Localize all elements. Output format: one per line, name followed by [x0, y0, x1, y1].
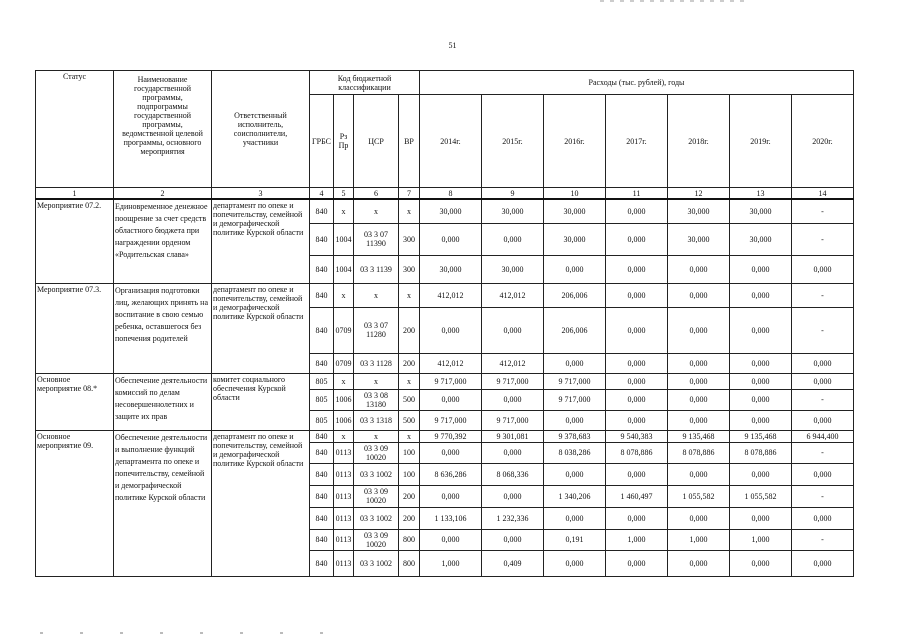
grbs-cell: 840: [310, 485, 334, 507]
amount-cell: 0,000: [668, 507, 730, 529]
amount-cell: 0,000: [792, 255, 854, 283]
grbs-cell: 840: [310, 442, 334, 463]
amount-cell: 1 232,336: [482, 507, 544, 529]
scan-artifact: [40, 632, 340, 634]
responsible-cell: комитет социального обеспечения Курской области: [212, 373, 310, 430]
header-status: Статус: [36, 71, 114, 188]
amount-cell: 8 038,286: [544, 442, 606, 463]
header-grbs: ГРБС: [310, 95, 334, 188]
column-number: 9: [482, 188, 544, 200]
responsible-cell: департамент по опеке и попечительству, семейной и демографической политике Курской области: [212, 430, 310, 576]
amount-cell: 412,012: [482, 283, 544, 307]
amount-cell: -: [792, 307, 854, 353]
column-number: 6: [354, 188, 399, 200]
header-csr: ЦСР: [354, 95, 399, 188]
status-cell: Мероприятие 07.2.: [36, 199, 114, 283]
amount-cell: 0,000: [482, 442, 544, 463]
column-number: 3: [212, 188, 310, 200]
rzpr-cell: x: [334, 283, 354, 307]
amount-cell: 0,000: [420, 485, 482, 507]
amount-cell: 30,000: [730, 223, 792, 255]
amount-cell: 8 078,886: [606, 442, 668, 463]
amount-cell: 0,000: [544, 507, 606, 529]
column-number: 8: [420, 188, 482, 200]
rzpr-cell: x: [334, 430, 354, 442]
amount-cell: 0,000: [420, 442, 482, 463]
amount-cell: 9 540,383: [606, 430, 668, 442]
amount-cell: 0,000: [792, 373, 854, 389]
amount-cell: -: [792, 485, 854, 507]
vr-cell: x: [399, 199, 420, 223]
name-cell: Обеспечение деятельности и выполнение функций департамента по опеке и попечительству, семейной и демографической политике Курской области: [114, 430, 212, 576]
table-row: [36, 430, 854, 442]
grbs-cell: 840: [310, 199, 334, 223]
column-number: 13: [730, 188, 792, 200]
vr-cell: 500: [399, 389, 420, 410]
vr-cell: 200: [399, 307, 420, 353]
amount-cell: 0,000: [668, 550, 730, 576]
vr-cell: 800: [399, 550, 420, 576]
amount-cell: -: [792, 442, 854, 463]
amount-cell: 0,000: [420, 223, 482, 255]
rzpr-cell: 0113: [334, 550, 354, 576]
amount-cell: 9 770,392: [420, 430, 482, 442]
amount-cell: 30,000: [420, 199, 482, 223]
amount-cell: 0,000: [668, 353, 730, 373]
amount-cell: 30,000: [544, 199, 606, 223]
amount-cell: 0,000: [482, 529, 544, 550]
csr-cell: 03 3 1128: [354, 353, 399, 373]
amount-cell: 0,000: [606, 283, 668, 307]
amount-cell: 9 717,000: [544, 373, 606, 389]
amount-cell: 0,000: [606, 223, 668, 255]
amount-cell: 1,000: [420, 550, 482, 576]
amount-cell: 0,000: [482, 389, 544, 410]
csr-cell: x: [354, 373, 399, 389]
amount-cell: 1 055,582: [668, 485, 730, 507]
rzpr-cell: x: [334, 373, 354, 389]
rzpr-cell: 0113: [334, 507, 354, 529]
name-cell: Единовременное денежное поощрение за счет средств областного бюджета при награждении орденом «Родительская слава»: [114, 199, 212, 283]
header-year: 2020г.: [792, 95, 854, 188]
amount-cell: 0,000: [482, 307, 544, 353]
grbs-cell: 840: [310, 223, 334, 255]
amount-cell: 9 717,000: [420, 373, 482, 389]
amount-cell: 30,000: [482, 199, 544, 223]
amount-cell: 0,000: [792, 410, 854, 430]
amount-cell: 412,012: [420, 353, 482, 373]
amount-cell: -: [792, 389, 854, 410]
page-number: 51: [448, 41, 457, 50]
csr-cell: x: [354, 430, 399, 442]
csr-cell: x: [354, 283, 399, 307]
amount-cell: 9 135,468: [730, 430, 792, 442]
amount-cell: 0,000: [606, 255, 668, 283]
amount-cell: 0,000: [482, 223, 544, 255]
amount-cell: 8 636,286: [420, 463, 482, 485]
grbs-cell: 840: [310, 550, 334, 576]
csr-cell: 03 3 1002: [354, 463, 399, 485]
csr-cell: 03 3 07 11390: [354, 223, 399, 255]
amount-cell: 0,000: [606, 463, 668, 485]
amount-cell: 0,409: [482, 550, 544, 576]
csr-cell: 03 3 09 10020: [354, 442, 399, 463]
amount-cell: 0,000: [730, 389, 792, 410]
amount-cell: 0,000: [730, 255, 792, 283]
table-row: [36, 373, 854, 389]
header-year: 2015г.: [482, 95, 544, 188]
budget-table: [35, 70, 854, 577]
amount-cell: 0,000: [606, 410, 668, 430]
rzpr-cell: 1006: [334, 389, 354, 410]
amount-cell: -: [792, 529, 854, 550]
amount-cell: 0,000: [544, 463, 606, 485]
vr-cell: 200: [399, 353, 420, 373]
vr-cell: x: [399, 430, 420, 442]
amount-cell: 9 717,000: [482, 373, 544, 389]
name-cell: Обеспечение деятельности комиссий по делам несовершеннолетних и защите их прав: [114, 373, 212, 430]
amount-cell: 30,000: [668, 223, 730, 255]
amount-cell: 0,000: [544, 353, 606, 373]
vr-cell: 200: [399, 485, 420, 507]
csr-cell: 03 3 09 10020: [354, 529, 399, 550]
amount-cell: 1 055,582: [730, 485, 792, 507]
amount-cell: 8 078,886: [668, 442, 730, 463]
amount-cell: 0,000: [730, 307, 792, 353]
column-number: 14: [792, 188, 854, 200]
amount-cell: 8 068,336: [482, 463, 544, 485]
status-cell: Основное мероприятие 08.*: [36, 373, 114, 430]
amount-cell: 0,000: [606, 199, 668, 223]
amount-cell: 0,000: [730, 410, 792, 430]
amount-cell: 9 717,000: [420, 410, 482, 430]
grbs-cell: 840: [310, 507, 334, 529]
amount-cell: 0,191: [544, 529, 606, 550]
amount-cell: 0,000: [730, 353, 792, 373]
grbs-cell: 840: [310, 430, 334, 442]
amount-cell: 0,000: [606, 507, 668, 529]
rzpr-cell: 0113: [334, 485, 354, 507]
csr-cell: 03 3 1002: [354, 550, 399, 576]
vr-cell: 100: [399, 442, 420, 463]
amount-cell: 0,000: [668, 410, 730, 430]
amount-cell: 412,012: [482, 353, 544, 373]
header-name: Наименование государственной программы, подпрограммы государственной программы, ведомственной целевой программы, основного мероприятия: [114, 71, 212, 188]
rzpr-cell: 0113: [334, 529, 354, 550]
column-number: 10: [544, 188, 606, 200]
amount-cell: 0,000: [668, 255, 730, 283]
header-expenses: Расходы (тыс. рублей), годы: [420, 71, 854, 95]
amount-cell: 0,000: [730, 373, 792, 389]
amount-cell: 30,000: [544, 223, 606, 255]
column-number: 1: [36, 188, 114, 200]
amount-cell: 206,006: [544, 283, 606, 307]
grbs-cell: 840: [310, 353, 334, 373]
column-number: 4: [310, 188, 334, 200]
grbs-cell: 840: [310, 307, 334, 353]
amount-cell: -: [792, 223, 854, 255]
amount-cell: 0,000: [420, 529, 482, 550]
column-number: 5: [334, 188, 354, 200]
amount-cell: 30,000: [668, 199, 730, 223]
amount-cell: 9 717,000: [544, 389, 606, 410]
amount-cell: 9 135,468: [668, 430, 730, 442]
amount-cell: 1,000: [730, 529, 792, 550]
header-rzpr: Рз Пр: [334, 95, 354, 188]
amount-cell: 1 340,206: [544, 485, 606, 507]
responsible-cell: департамент по опеке и попечительству, семейной и демографической политике Курской области: [212, 199, 310, 283]
amount-cell: 9 378,683: [544, 430, 606, 442]
responsible-cell: департамент по опеке и попечительству, семейной и демографической политике Курской области: [212, 283, 310, 373]
column-number: 11: [606, 188, 668, 200]
rzpr-cell: 0113: [334, 463, 354, 485]
amount-cell: 8 078,886: [730, 442, 792, 463]
amount-cell: 206,006: [544, 307, 606, 353]
grbs-cell: 805: [310, 373, 334, 389]
header-year: 2014г.: [420, 95, 482, 188]
grbs-cell: 840: [310, 283, 334, 307]
rzpr-cell: x: [334, 199, 354, 223]
amount-cell: 1 460,497: [606, 485, 668, 507]
amount-cell: 0,000: [792, 550, 854, 576]
amount-cell: 0,000: [606, 353, 668, 373]
amount-cell: -: [792, 283, 854, 307]
amount-cell: 0,000: [792, 463, 854, 485]
amount-cell: 30,000: [730, 199, 792, 223]
table-body: [36, 188, 854, 577]
amount-cell: 9 301,081: [482, 430, 544, 442]
amount-cell: 0,000: [544, 410, 606, 430]
amount-cell: 0,000: [792, 353, 854, 373]
rzpr-cell: 1006: [334, 410, 354, 430]
amount-cell: -: [792, 199, 854, 223]
csr-cell: 03 3 1139: [354, 255, 399, 283]
header-year: 2019г.: [730, 95, 792, 188]
amount-cell: 6 944,400: [792, 430, 854, 442]
csr-cell: 03 3 09 10020: [354, 485, 399, 507]
amount-cell: 0,000: [606, 373, 668, 389]
status-cell: Основное мероприятие 09.: [36, 430, 114, 576]
rzpr-cell: 0709: [334, 307, 354, 353]
amount-cell: 0,000: [730, 463, 792, 485]
column-number: 7: [399, 188, 420, 200]
amount-cell: 30,000: [420, 255, 482, 283]
amount-cell: 0,000: [606, 307, 668, 353]
vr-cell: 200: [399, 507, 420, 529]
rzpr-cell: 1004: [334, 255, 354, 283]
rzpr-cell: 0113: [334, 442, 354, 463]
amount-cell: 0,000: [420, 307, 482, 353]
status-cell: Мероприятие 07.3.: [36, 283, 114, 373]
grbs-cell: 840: [310, 255, 334, 283]
vr-cell: 300: [399, 223, 420, 255]
amount-cell: 0,000: [606, 389, 668, 410]
header-budget-code: Код бюджетной классификации: [310, 71, 420, 95]
amount-cell: 1 133,106: [420, 507, 482, 529]
amount-cell: 0,000: [482, 485, 544, 507]
grbs-cell: 840: [310, 463, 334, 485]
grbs-cell: 805: [310, 410, 334, 430]
amount-cell: 0,000: [668, 389, 730, 410]
amount-cell: 9 717,000: [482, 410, 544, 430]
amount-cell: 0,000: [544, 255, 606, 283]
vr-cell: x: [399, 373, 420, 389]
column-number: 2: [114, 188, 212, 200]
amount-cell: 0,000: [420, 389, 482, 410]
csr-cell: 03 3 08 13180: [354, 389, 399, 410]
amount-cell: 0,000: [668, 307, 730, 353]
vr-cell: x: [399, 283, 420, 307]
amount-cell: 30,000: [482, 255, 544, 283]
amount-cell: 0,000: [668, 373, 730, 389]
header-year: 2016г.: [544, 95, 606, 188]
grbs-cell: 805: [310, 389, 334, 410]
vr-cell: 500: [399, 410, 420, 430]
amount-cell: 0,000: [730, 283, 792, 307]
rzpr-cell: 0709: [334, 353, 354, 373]
column-number-row: [36, 188, 854, 200]
table-row: [36, 199, 854, 223]
header-year: 2018г.: [668, 95, 730, 188]
amount-cell: 0,000: [668, 463, 730, 485]
table-row: [36, 283, 854, 307]
column-number: 12: [668, 188, 730, 200]
scan-artifact: [600, 0, 750, 2]
amount-cell: 0,000: [730, 550, 792, 576]
amount-cell: 0,000: [792, 507, 854, 529]
amount-cell: 0,000: [544, 550, 606, 576]
grbs-cell: 840: [310, 529, 334, 550]
amount-cell: 0,000: [730, 507, 792, 529]
header-year: 2017г.: [606, 95, 668, 188]
amount-cell: 1,000: [606, 529, 668, 550]
amount-cell: 0,000: [606, 550, 668, 576]
rzpr-cell: 1004: [334, 223, 354, 255]
vr-cell: 100: [399, 463, 420, 485]
csr-cell: 03 3 1002: [354, 507, 399, 529]
csr-cell: 03 3 07 11280: [354, 307, 399, 353]
header-responsible: Ответственный исполнитель, соисполнители, участники: [212, 71, 310, 188]
csr-cell: x: [354, 199, 399, 223]
csr-cell: 03 3 1318: [354, 410, 399, 430]
amount-cell: 412,012: [420, 283, 482, 307]
header-vr: ВР: [399, 95, 420, 188]
vr-cell: 300: [399, 255, 420, 283]
name-cell: Организация подготовки лиц, желающих принять на воспитание в свою семью ребенка, оставшегося без попечения родителей: [114, 283, 212, 373]
vr-cell: 800: [399, 529, 420, 550]
amount-cell: 0,000: [668, 283, 730, 307]
amount-cell: 1,000: [668, 529, 730, 550]
